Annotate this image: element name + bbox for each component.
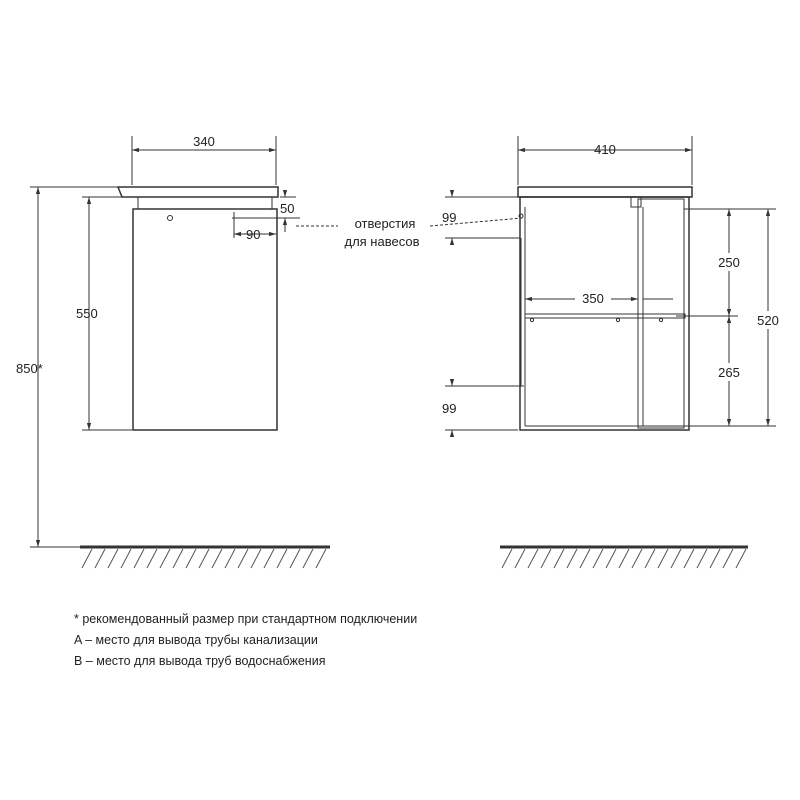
floor-hatch-line [684, 549, 694, 568]
floor-hatch-line [147, 549, 157, 568]
floor-hatch-line [554, 549, 564, 568]
floor-hatch-line [225, 549, 235, 568]
floor-hatch-line [697, 549, 707, 568]
floor-hatch-line [160, 549, 170, 568]
floor-hatch-line [95, 549, 105, 568]
side-hole-offset-label: 50 [280, 201, 295, 216]
callout-line-1: отверстия [354, 216, 416, 231]
floor-hatch-line [528, 549, 538, 568]
front-shelf-width-label: 350 [582, 291, 604, 306]
floor-hatch-line [658, 549, 668, 568]
side-hole-depth-label: 90 [246, 227, 261, 242]
side-view [16, 134, 330, 568]
front-floor-hatch [502, 549, 746, 568]
floor-hatch-line [606, 549, 616, 568]
front-bottom-hole-label: 99 [442, 401, 457, 416]
floor-hatch-line [277, 549, 287, 568]
front-upper-height-label: 250 [718, 255, 740, 270]
floor-hatch-line [264, 549, 274, 568]
side-total-height-label: 850* [16, 361, 43, 376]
floor-hatch-line [619, 549, 629, 568]
front-view [442, 136, 788, 568]
note-recommended-size: * рекомендованный размер при стандартном подключении [74, 612, 418, 626]
side-rail [138, 197, 272, 209]
floor-hatch-line [82, 549, 92, 568]
front-inner-height-label: 520 [757, 313, 779, 328]
front-width-label: 410 [594, 142, 616, 157]
floor-hatch-line [723, 549, 733, 568]
floor-hatch-line [199, 549, 209, 568]
floor-hatch-line [541, 549, 551, 568]
side-floor-hatch [82, 549, 326, 568]
floor-hatch-line [238, 549, 248, 568]
floor-hatch-line [632, 549, 642, 568]
side-cabinet-body [133, 209, 277, 430]
notes-block [74, 609, 774, 672]
floor-hatch-line [134, 549, 144, 568]
floor-hatch-line [502, 549, 512, 568]
side-width-label: 340 [193, 134, 215, 149]
floor-hatch-line [710, 549, 720, 568]
floor-hatch-line [212, 549, 222, 568]
side-countertop [118, 187, 278, 197]
floor-hatch-line [251, 549, 261, 568]
floor-hatch-line [515, 549, 525, 568]
floor-hatch-line [303, 549, 313, 568]
note-drain-outlet: A – место для вывода трубы канализации [74, 633, 318, 647]
floor-hatch-line [121, 549, 131, 568]
floor-hatch-line [671, 549, 681, 568]
hanging-holes-callout [296, 216, 522, 249]
floor-hatch-line [290, 549, 300, 568]
floor-hatch-line [736, 549, 746, 568]
front-countertop [518, 187, 692, 197]
floor-hatch-line [567, 549, 577, 568]
note-water-supply-outlet: B – место для вывода труб водоснабжения [74, 654, 326, 668]
front-top-hole-label: 99 [442, 210, 457, 225]
floor-hatch-line [593, 549, 603, 568]
side-body-height-label: 550 [76, 306, 98, 321]
floor-hatch-line [580, 549, 590, 568]
side-hanging-hole [168, 216, 173, 221]
floor-hatch-line [316, 549, 326, 568]
front-shelf [525, 314, 685, 318]
floor-hatch-line [645, 549, 655, 568]
floor-hatch-line [108, 549, 118, 568]
floor-hatch-line [186, 549, 196, 568]
front-lower-height-label: 265 [718, 365, 740, 380]
callout-line-2: для навесов [344, 234, 420, 249]
floor-hatch-line [173, 549, 183, 568]
